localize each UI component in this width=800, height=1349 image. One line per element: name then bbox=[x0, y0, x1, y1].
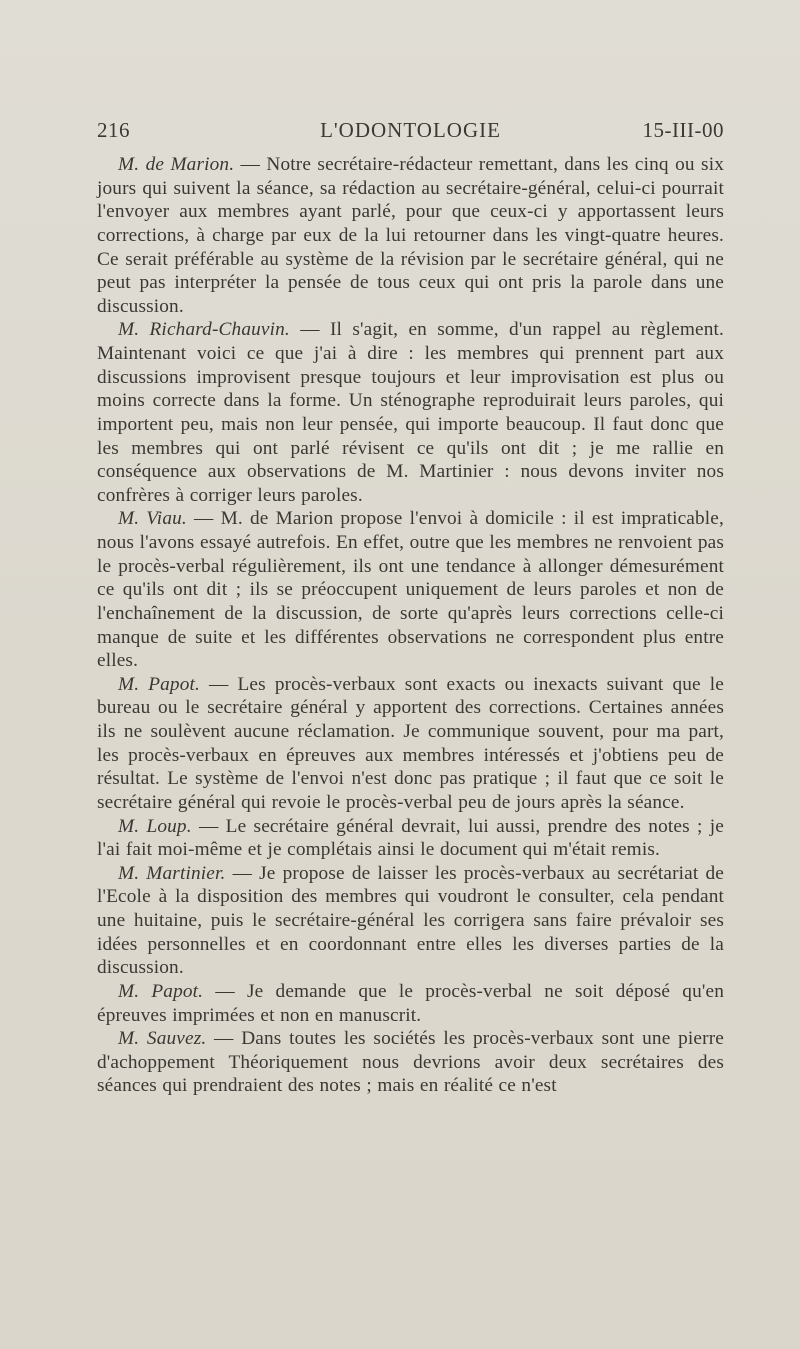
paragraph-text: — Les procès-verbaux sont exacts ou inexacts suivant que le bureau ou le secrétaire général y apportent des corrections. Certaines années ils ne soulèvent aucune réclamation. Je communique souvent, pour ma part, les procès-verbaux en épreuves aux membres intéressés et j'obtiens peu de résultat. Le système de l'envoi n'est donc pas pratique ; il faut que ce soit le secrétaire général qui revoie le procès-verbal peu de jours après la séance. bbox=[97, 673, 724, 813]
speaker-name: M. Richard-Chauvin. bbox=[118, 319, 290, 341]
paragraph bbox=[97, 815, 724, 862]
paragraph bbox=[97, 318, 724, 507]
paragraph bbox=[97, 1027, 724, 1098]
paragraph bbox=[97, 673, 724, 815]
running-header bbox=[97, 118, 724, 144]
issue-date: 15-III-00 bbox=[642, 118, 724, 142]
speaker-name: M. Papot. bbox=[118, 980, 204, 1002]
paragraph bbox=[97, 980, 724, 1027]
speaker-name: M. de Marion. bbox=[118, 154, 235, 175]
speaker-name: M. Loup. bbox=[118, 815, 192, 837]
paragraph-text: — Je propose de laisser les procès-verbaux au secrétariat de l'Ecole à la disposition des membres qui voudront le consulter, cela pendant une huitaine, puis le secrétaire-général les corrigera sans faire prévaloir ses idées personnelles et en coordonnant entre elles les diverses parties de la discussion. bbox=[97, 862, 724, 979]
paragraph bbox=[97, 507, 724, 672]
paragraph-text: — M. de Marion propose l'envoi à domicile : il est impraticable, nous l'avons essayé autrefois. En effet, outre que les membres ne renvoient pas le procès-verbal régulièrement, ils ont une tendance à allonger démesurément ce qu'ils ont dit ; ils se préoccupent uniquement de leurs paroles et non de l'enchaînement de la discussion, de sorte qu'après leurs corrections celle-ci manque de suite et les différentes observations ne correspondent plus entre elles. bbox=[97, 508, 724, 672]
page-number: 216 bbox=[97, 118, 130, 142]
speaker-name: M. Viau. bbox=[118, 508, 187, 530]
page-body bbox=[97, 153, 724, 1098]
paragraph bbox=[97, 153, 724, 318]
speaker-name: M. Papot. bbox=[118, 673, 200, 695]
speaker-name: M. Sauvez. bbox=[118, 1028, 207, 1050]
paragraph bbox=[97, 862, 724, 980]
journal-title: L'ODONTOLOGIE bbox=[320, 118, 501, 142]
paragraph-text: — Je demande que le procès-verbal ne soit déposé qu'en épreuves imprimées et non en manuscrit. bbox=[97, 980, 724, 1026]
paragraph-text: — Dans toutes les sociétés les procès-verbaux sont une pierre d'achoppement Théoriquement nous devrions avoir deux secrétaires des séances qui prendraient des notes ; mais en réalité ce n'est bbox=[97, 1028, 724, 1097]
paragraph-text: — Le secrétaire général devrait, lui aussi, prendre des notes ; je l'ai fait moi-même et je complétais ainsi le document qui m'était remis. bbox=[97, 815, 724, 861]
paragraph-text: — Notre secrétaire-rédacteur remettant, dans les cinq ou six jours qui suivent la séance, sa rédaction au secrétaire-général, celui-ci pourrait l'envoyer aux membres ayant parlé, pour que ceux-ci y apportassent leurs corrections, à charge par eux de la lui retourner dans les vingt-quatre heures. Ce serait préférable au système de la révision par le secrétaire général, qui ne peut pas interpréter la pensée de tous ceux qui ont pris la parole dans une discussion. bbox=[97, 154, 724, 317]
speaker-name: M. Martinier. bbox=[118, 862, 226, 884]
paragraph-text: — Il s'agit, en somme, d'un rappel au règlement. Maintenant voici ce que j'ai à dire : les membres qui prennent part aux discussions improvisent presque toujours et leur improvisation est plus ou moins correcte dans la forme. Un sténographe reproduirait leurs paroles, qui importent peu, mais non leur pensée, qui importe beaucoup. Il faut donc que les membres qui ont parlé révisent ce qu'ils ont dit ; je me rallie en conséquence aux observations de M. Martinier : nous devons inviter nos confrères à corriger leurs paroles. bbox=[97, 319, 724, 506]
